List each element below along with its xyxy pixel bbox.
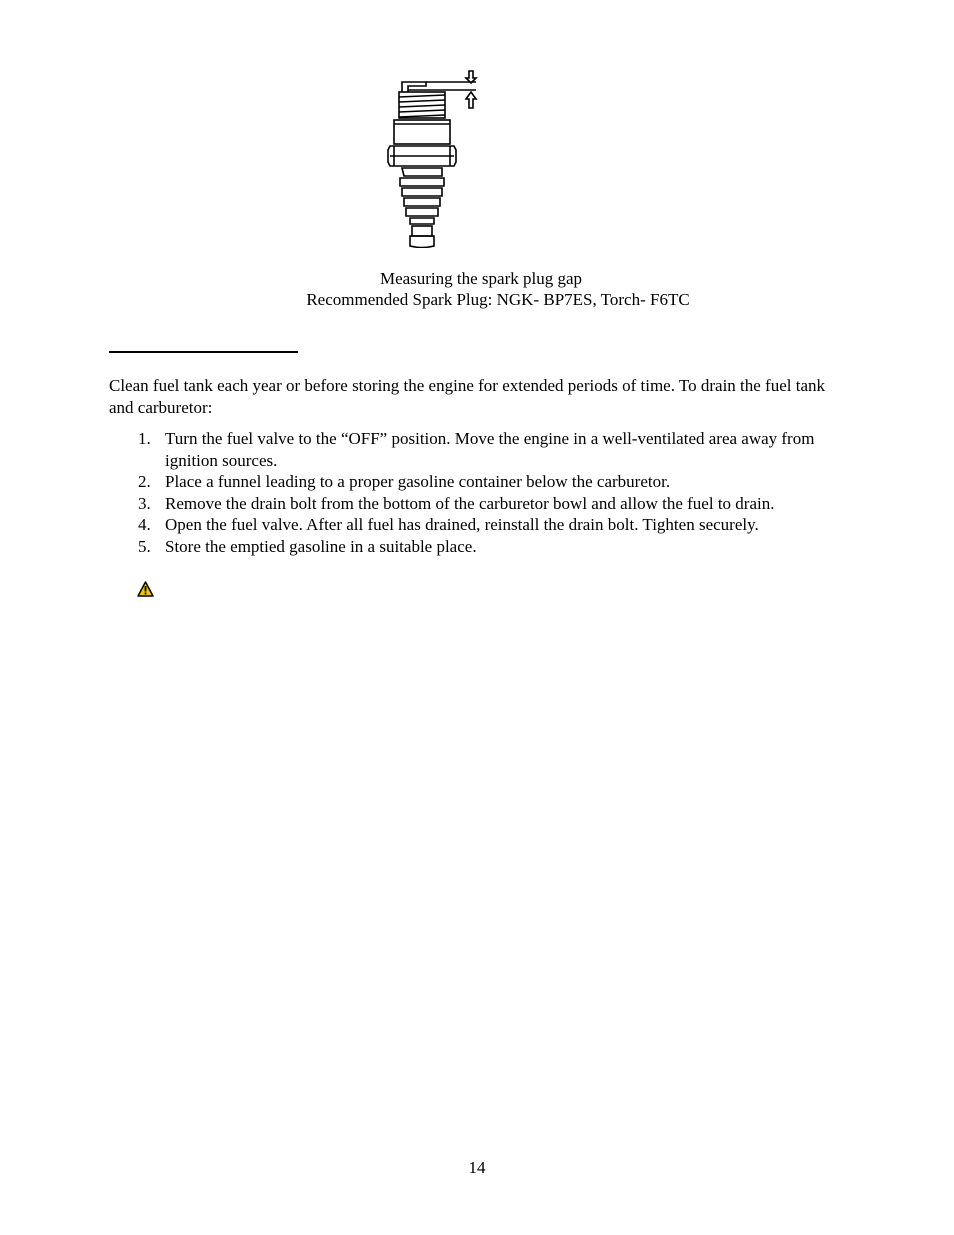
- list-item: 4. Open the fuel valve. After all fuel has drained, reinstall the drain bolt. Tighten securely.: [138, 515, 759, 534]
- figure-caption: Measuring the spark plug gap: [379, 269, 583, 288]
- section-heading-underline: [109, 351, 298, 353]
- drain-steps-list: [109, 428, 849, 557]
- warning-triangle-icon: [137, 581, 154, 597]
- list-item: 3. Remove the drain bolt from the bottom of the carburetor bowl and allow the fuel to drain.: [138, 493, 775, 513]
- list-item: 5. Store the emptied gasoline in a suitable place.: [138, 536, 477, 556]
- intro-paragraph: Clean fuel tank each year or before storing the engine for extended periods of time. To drain the fuel tank and carburetor:: [109, 376, 826, 417]
- spark-plug-diagram: [386, 70, 486, 248]
- list-item: 1. Turn the fuel valve to the “OFF” position. Move the engine in a well-ventilated area away from ignition sources.: [138, 429, 815, 470]
- page-number: 14: [468, 1158, 486, 1177]
- list-item: 2. Place a funnel leading to a proper gasoline container below the carburetor.: [138, 472, 671, 491]
- figure-subcaption: Recommended Spark Plug: NGK- BP7ES, Torch- F6TC: [306, 290, 690, 309]
